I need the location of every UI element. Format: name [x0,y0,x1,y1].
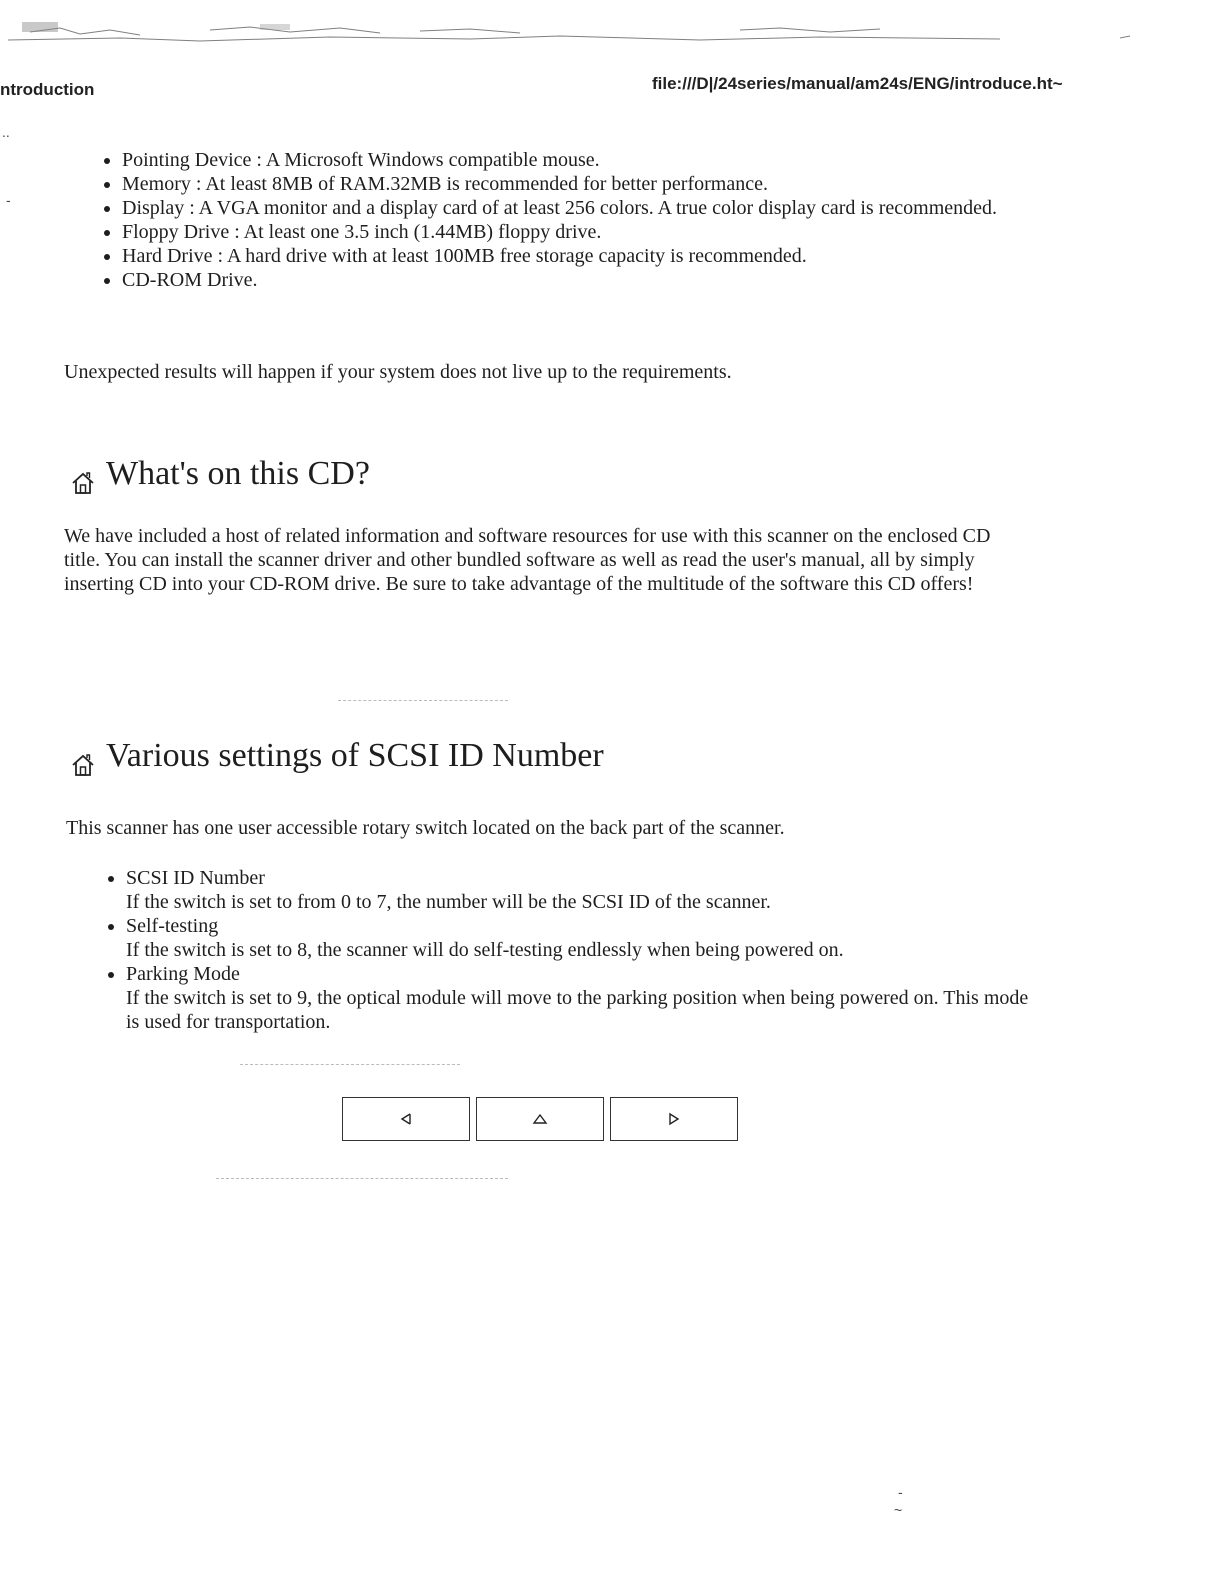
list-item: • Hard Drive : A hard drive with at least 100MB free storage capacity is recommended. [122,244,1032,268]
divider [216,1178,508,1179]
print-header-title: ntroduction [0,80,95,99]
previous-page-button[interactable] [342,1097,470,1141]
cd-section-title: What's on this CD? [106,455,370,492]
list-item: • CD-ROM Drive. [122,268,1032,292]
triangle-left-icon [399,1112,413,1126]
scsi-section-heading [70,736,604,776]
list-item: • Floppy Drive : At least one 3.5 inch (1.44MB) floppy drive. [122,220,1032,244]
list-item [126,914,1036,962]
cd-section-body: We have included a host of related information and software resources for use with this scanner on the enclosed CD title. You can install the scanner driver and other bundled software as well as read the user's manual, all by simply inserting CD into your CD-ROM drive. Be sure to take advantage of the multitude of the software this CD offers! [64,525,991,595]
page-navigation [342,1097,738,1141]
scan-noise [0,10,1224,50]
next-page-button[interactable] [610,1097,738,1141]
print-header-url: file:///D|/24series/manual/am24s/ENG/introduce.ht~ [652,74,1063,93]
divider [338,700,508,701]
triangle-up-icon [532,1112,548,1126]
scsi-item-title: SCSI ID Number [126,867,265,889]
scsi-item-desc: If the switch is set to 8, the scanner will do self-testing endlessly when being powered on. [126,939,844,961]
list-item [126,962,1036,1034]
list-item: • Memory : At least 8MB of RAM.32MB is recommended for better performance. [122,172,1032,196]
scsi-section-intro: This scanner has one user accessible rotary switch located on the back part of the scanner. [66,817,785,839]
scsi-settings-list [104,866,1036,1034]
home-icon[interactable] [70,466,96,492]
cd-section-heading [70,454,370,494]
divider [240,1064,460,1065]
requirements-list [100,148,1032,292]
home-icon[interactable] [70,748,96,774]
scsi-item-desc: If the switch is set to from 0 to 7, the number will be the SCSI ID of the scanner. [126,891,771,913]
margin-mark: - [6,192,11,208]
list-item [126,866,1036,914]
margin-mark: .. [2,124,10,140]
list-item: • Pointing Device : A Microsoft Windows compatible mouse. [122,148,1032,172]
scsi-item-desc: If the switch is set to 9, the optical module will move to the parking position when being powered on. This mode is used for transportation. [126,987,1029,1033]
scsi-item-title: Parking Mode [126,963,240,985]
triangle-right-icon [667,1112,681,1126]
scsi-section-title: Various settings of SCSI ID Number [106,737,604,774]
margin-mark: - [898,1484,903,1500]
top-of-page-button[interactable] [476,1097,604,1141]
list-item: • Display : A VGA monitor and a display card of at least 256 colors. A true color display card is recommended. [122,196,1032,220]
margin-mark: ~ [894,1502,903,1518]
scsi-item-title: Self-testing [126,915,219,937]
requirements-note: Unexpected results will happen if your system does not live up to the requirements. [64,361,732,383]
